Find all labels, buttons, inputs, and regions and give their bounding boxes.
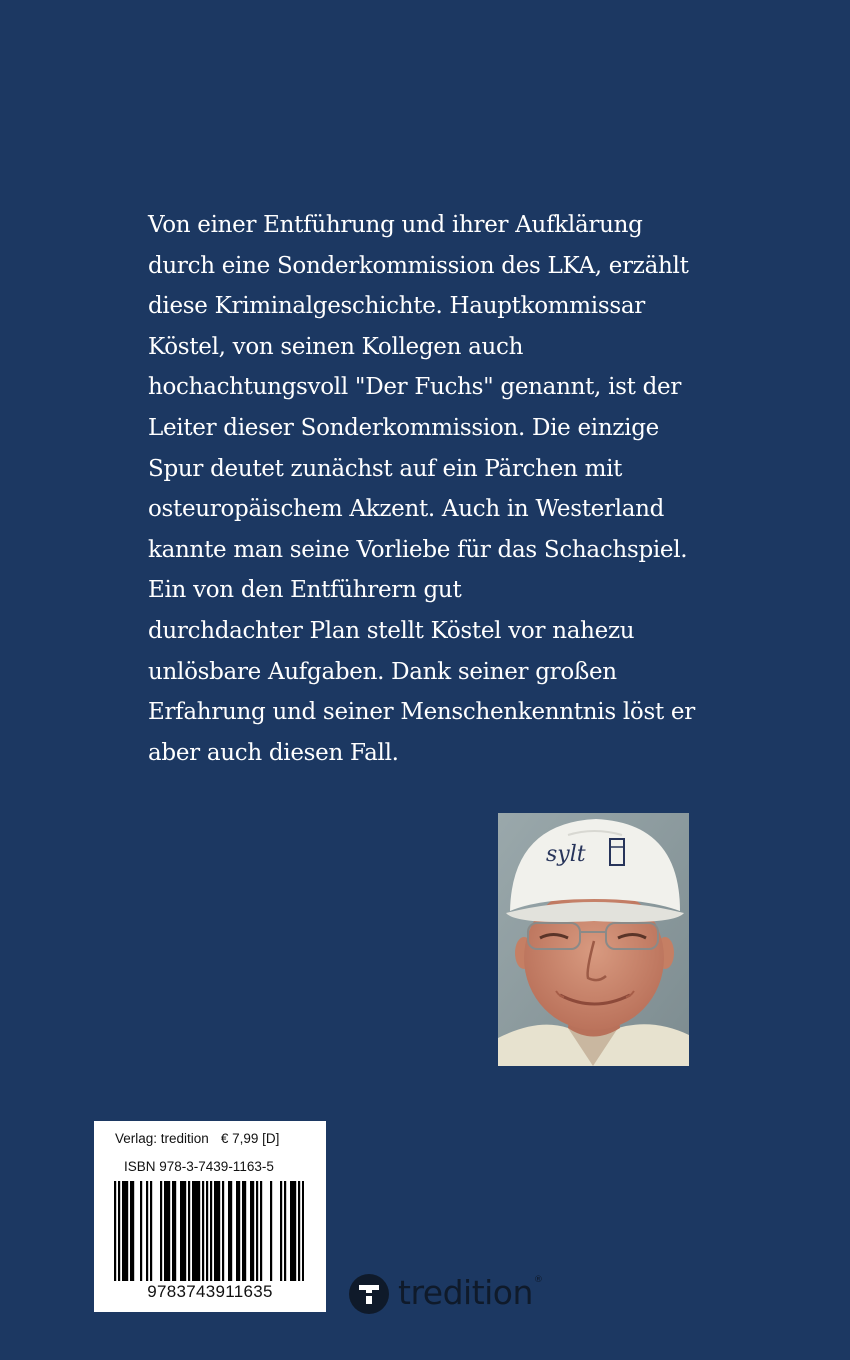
blurb-line: kannte man seine Vorliebe für das Schachspiel. — [148, 536, 688, 563]
barcode-bar — [192, 1181, 194, 1281]
barcode-bar — [214, 1181, 216, 1281]
barcode-bar — [202, 1181, 204, 1281]
price-label: € 7,99 [D] — [220, 1131, 280, 1146]
barcode-bar — [132, 1181, 134, 1281]
barcode-bar — [118, 1181, 120, 1281]
barcode-bar — [150, 1181, 152, 1281]
barcode-bar — [294, 1181, 296, 1281]
barcode-bar — [242, 1181, 244, 1281]
isbn-label: ISBN 978-3-7439-1163-5 — [124, 1159, 274, 1174]
blurb-line: durchdachter Plan stellt Köstel vor nahezu — [148, 617, 635, 644]
barcode-bar — [256, 1181, 258, 1281]
blurb-line: aber auch diesen Fall. — [148, 739, 399, 766]
barcode-bar — [184, 1181, 186, 1281]
barcode-bar — [210, 1181, 212, 1281]
barcode-bar — [236, 1181, 238, 1281]
blurb-line: unlösbare Aufgaben. Dank seiner großen — [148, 658, 617, 685]
barcode-bar — [124, 1181, 126, 1281]
barcode-bar — [206, 1181, 208, 1281]
barcode-bar — [122, 1181, 124, 1281]
barcode-bar — [284, 1181, 286, 1281]
cap-logo-text: sylt — [546, 842, 586, 867]
author-portrait-illustration — [498, 813, 689, 1066]
barcode-bar — [160, 1181, 162, 1281]
ean-digits: 9783743911635 — [147, 1282, 273, 1301]
barcode-bar — [174, 1181, 176, 1281]
barcode-bar — [126, 1181, 128, 1281]
barcode-bar — [222, 1181, 224, 1281]
blurb-line: Spur deutet zunächst auf ein Pärchen mit — [148, 455, 623, 482]
blurb-line: durch eine Sonderkommission des LKA, erzählt — [148, 252, 689, 279]
barcode-bar — [130, 1181, 132, 1281]
barcode-bar — [252, 1181, 254, 1281]
barcode-bar — [270, 1181, 272, 1281]
tredition-logo-icon — [348, 1273, 390, 1315]
barcode-bar — [302, 1181, 304, 1281]
publisher-price-line — [115, 1131, 279, 1146]
barcode-bar — [228, 1181, 230, 1281]
barcode-bar — [260, 1181, 262, 1281]
barcode-bar — [164, 1181, 166, 1281]
barcode-bar — [298, 1181, 300, 1281]
barcode-bar — [216, 1181, 218, 1281]
blurb-line: osteuropäischem Akzent. Auch in Westerland — [148, 496, 665, 523]
barcode-bar — [218, 1181, 220, 1281]
barcode-bar — [182, 1181, 184, 1281]
barcode-bar — [172, 1181, 174, 1281]
publisher-label: Verlag: tredition — [115, 1131, 209, 1146]
barcode-bar — [238, 1181, 240, 1281]
barcode-bar — [180, 1181, 182, 1281]
blurb-line: Erfahrung und seiner Menschenkenntnis löst er — [148, 699, 695, 726]
ean-barcode — [114, 1181, 304, 1281]
barcode-bar — [114, 1181, 116, 1281]
barcode-bar — [280, 1181, 282, 1281]
publisher-name: tredition — [398, 1272, 533, 1312]
barcode-bar — [250, 1181, 252, 1281]
barcode-bar — [146, 1181, 148, 1281]
barcode-bar — [196, 1181, 198, 1281]
barcode-bar — [230, 1181, 232, 1281]
blurb-line: Leiter dieser Sonderkommission. Die einzige — [148, 414, 659, 441]
trademark-symbol: ® — [533, 1275, 543, 1285]
publisher-logo — [348, 1271, 543, 1317]
barcode-bar — [292, 1181, 294, 1281]
barcode-bar — [168, 1181, 170, 1281]
blurb-line: hochachtungsvoll "Der Fuchs" genannt, ist der — [148, 374, 682, 401]
blurb-line: Ein von den Entführern gut — [148, 577, 462, 604]
barcode-bar — [290, 1181, 292, 1281]
barcode-bar — [188, 1181, 190, 1281]
blurb-line: diese Kriminalgeschichte. Hauptkommissar — [148, 293, 645, 320]
blurb-line: Köstel, von seinen Kollegen auch — [148, 333, 524, 360]
barcode-bar — [194, 1181, 196, 1281]
barcode-bar — [198, 1181, 200, 1281]
barcode-bar — [140, 1181, 142, 1281]
barcode-bar — [166, 1181, 168, 1281]
blurb-line: Von einer Entführung und ihrer Aufklärung — [148, 212, 643, 238]
back-cover-blurb — [148, 205, 748, 773]
author-photo — [498, 813, 689, 1066]
barcode-box — [94, 1121, 326, 1312]
barcode-bar — [244, 1181, 246, 1281]
